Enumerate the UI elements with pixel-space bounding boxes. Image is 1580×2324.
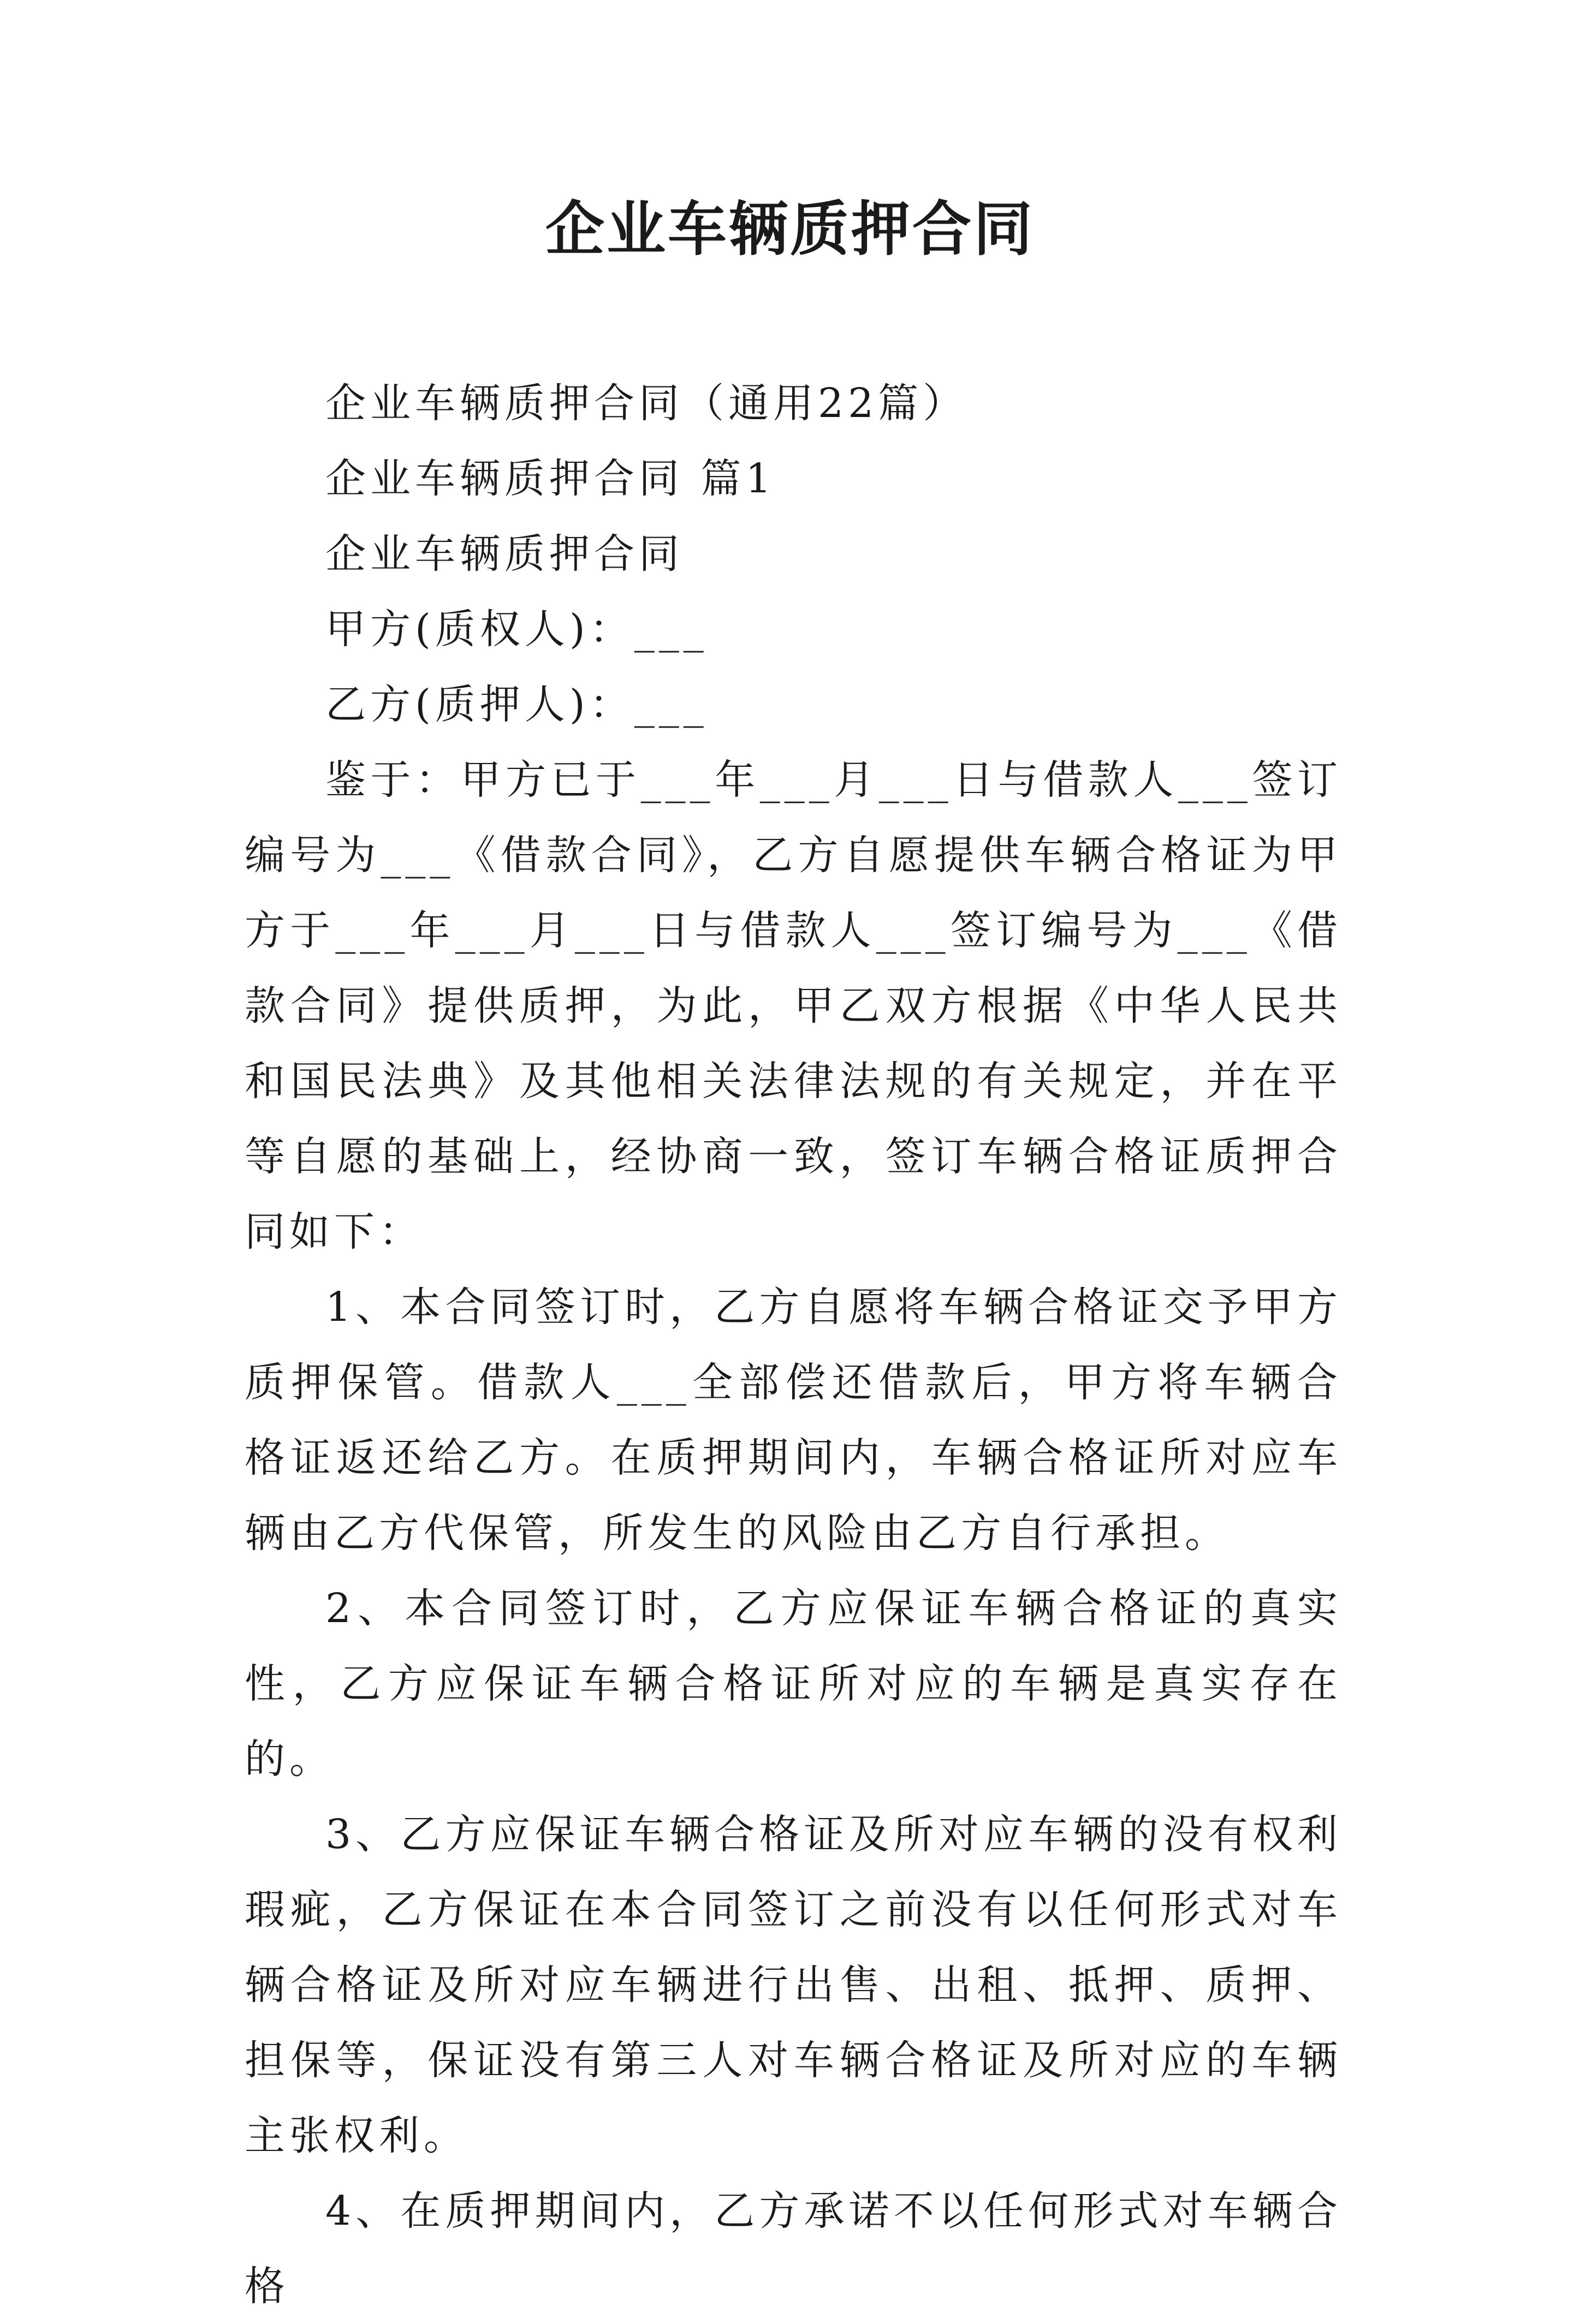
paragraph-party-b: 乙方(质押人)：___ <box>325 681 708 728</box>
paragraph-collection-title: 企业车辆质押合同（通用22篇） <box>325 380 968 427</box>
paragraph-clause-4: 4、在质押期间内，乙方承诺不以任何形式对车辆合格 <box>245 2188 1342 2310</box>
paragraph-article-heading: 企业车辆质押合同 篇1 <box>325 455 776 502</box>
paragraph-contract-name: 企业车辆质押合同 <box>325 531 684 577</box>
paragraph-clause-2: 2、本合同签订时，乙方应保证车辆合格证的真实性，乙方应保证车辆合格证所对应的车辆是真实存在的。 <box>245 1585 1342 1783</box>
document-body <box>245 366 1342 2324</box>
paragraph-party-a: 甲方(质权人)：___ <box>325 606 708 653</box>
paragraph-clause-3: 3、乙方应保证车辆合格证及所对应车辆的没有权利瑕疵，乙方保证在本合同签订之前没有以任何形式对车辆合格证及所对应车辆进行出售、出租、抵押、质押、担保等，保证没有第三人对车辆合格证及所对应的车辆主张权利。 <box>245 1811 1342 2159</box>
paragraph-clause-1: 1、本合同签订时，乙方自愿将车辆合格证交予甲方质押保管。借款人___全部偿还借款后，甲方将车辆合格证返还给乙方。在质押期间内，车辆合格证所对应车辆由乙方代保管，所发生的风险由乙方自行承担。 <box>245 1284 1342 1557</box>
paragraph-preamble: 鉴于：甲方已于___年___月___日与借款人___签订编号为___《借款合同》，乙方自愿提供车辆合格证为甲方于___年___月___日与借款人___签订编号为___《借款合同》提供质押，为此，甲乙双方根据《中华人民共和国民法典》及其他相关法律法规的有关规定，并在平等自愿的基础上，经协商一致，签订车辆合格证质押合同如下： <box>245 756 1342 1255</box>
document-title: 企业车辆质押合同 <box>545 195 1035 264</box>
